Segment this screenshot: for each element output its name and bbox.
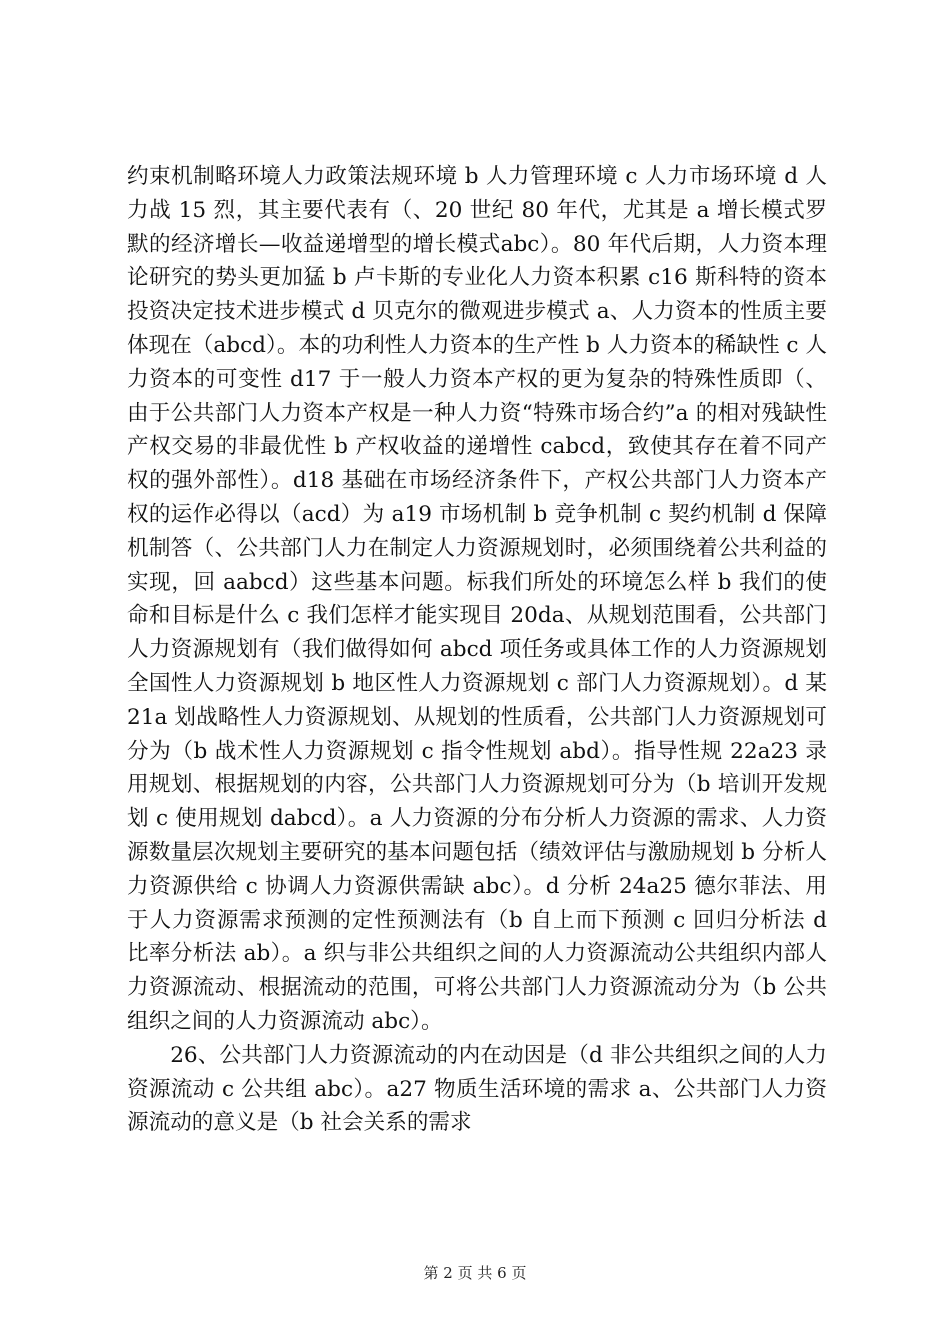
page-footer: 第 2 页 共 6 页 [423, 1264, 527, 1282]
document-body [127, 160, 827, 1140]
body-paragraph-1: 约束机制略环境人力政策法规环境 b 人力管理环境 c 人力市场环境 d 人力战 15 烈，其主要代表有（、20 世纪 80 年代，尤其是 a 增长模式罗默的经济增长—收益递增型的增长模式abc）。80 年代后期，人力资本理论研究的势头更加猛 b 卢卡斯的专业化人力资本积累 c16 斯科特的资本投资决定技术进步模式 d 贝克尔的微观进步模式 a、人力资本的性质主要体现在（abcd）。本的功利性人力资本的生产性 b 人力资本的稀缺性 c 人力资本的可变性 d17 于一般人力资本产权的更为复杂的特殊性质即（、由于公共部门人力资本产权是一种人力资“特殊市场合约”a 的相对残缺性产权交易的非最优性 b 产权收益的递增性 cabcd，致使其存在着不同产权的强外部性）。d18 基础在市场经济条件下，产权公共部门人力资本产权的运作必得以（acd）为 a19 市场机制 b 竞争机制 c 契约机制 d 保障机制答（、公共部门人力在制定人力资源规划时，必须围绕着公共利益的实现，回 aabcd）这些基本问题。标我们所处的环境怎么样 b 我们的使命和目标是什么 c 我们怎样才能实现目 20da、从规划范围看，公共部门人力资源规划有（我们做得如何 abcd 项任务或具体工作的人力资源规划全国性人力资源规划 b 地区性人力资源规划 c 部门人力资源规划）。d 某 21a 划战略性人力资源规划、从规划的性质看，公共部门人力资源规划可分为（b 战术性人力资源规划 c 指令性规划 abd）。指导性规 22a23 录用规划、根据规划的内容，公共部门人力资源规划可分为（b 培训开发规划 c 使用规划 dabcd）。a 人力资源的分布分析人力资源的需求、人力资源数量层次规划主要研究的基本问题包括（绩效评估与激励规划 b 分析人力资源供给 c 协调人力资源供需缺 abc）。d 分析 24a25 德尔菲法、用于人力资源需求预测的定性预测法有（b 自上而下预测 c 回归分析法 d 比率分析法 ab）。a 织与非公共组织之间的人力资源流动公共组织内部人力资源流动、根据流动的范围，可将公共部门人力资源流动分为（b 公共组织之间的人力资源流动 abc）。 [127, 164, 827, 1034]
body-paragraph-2: 26、公共部门人力资源流动的内在动因是（d 非公共组织之间的人力资源流动 c 公共组 abc）。a27 物质生活环境的需求 a、公共部门人力资源流动的意义是（b 社会关系的需求 [127, 1042, 827, 1136]
